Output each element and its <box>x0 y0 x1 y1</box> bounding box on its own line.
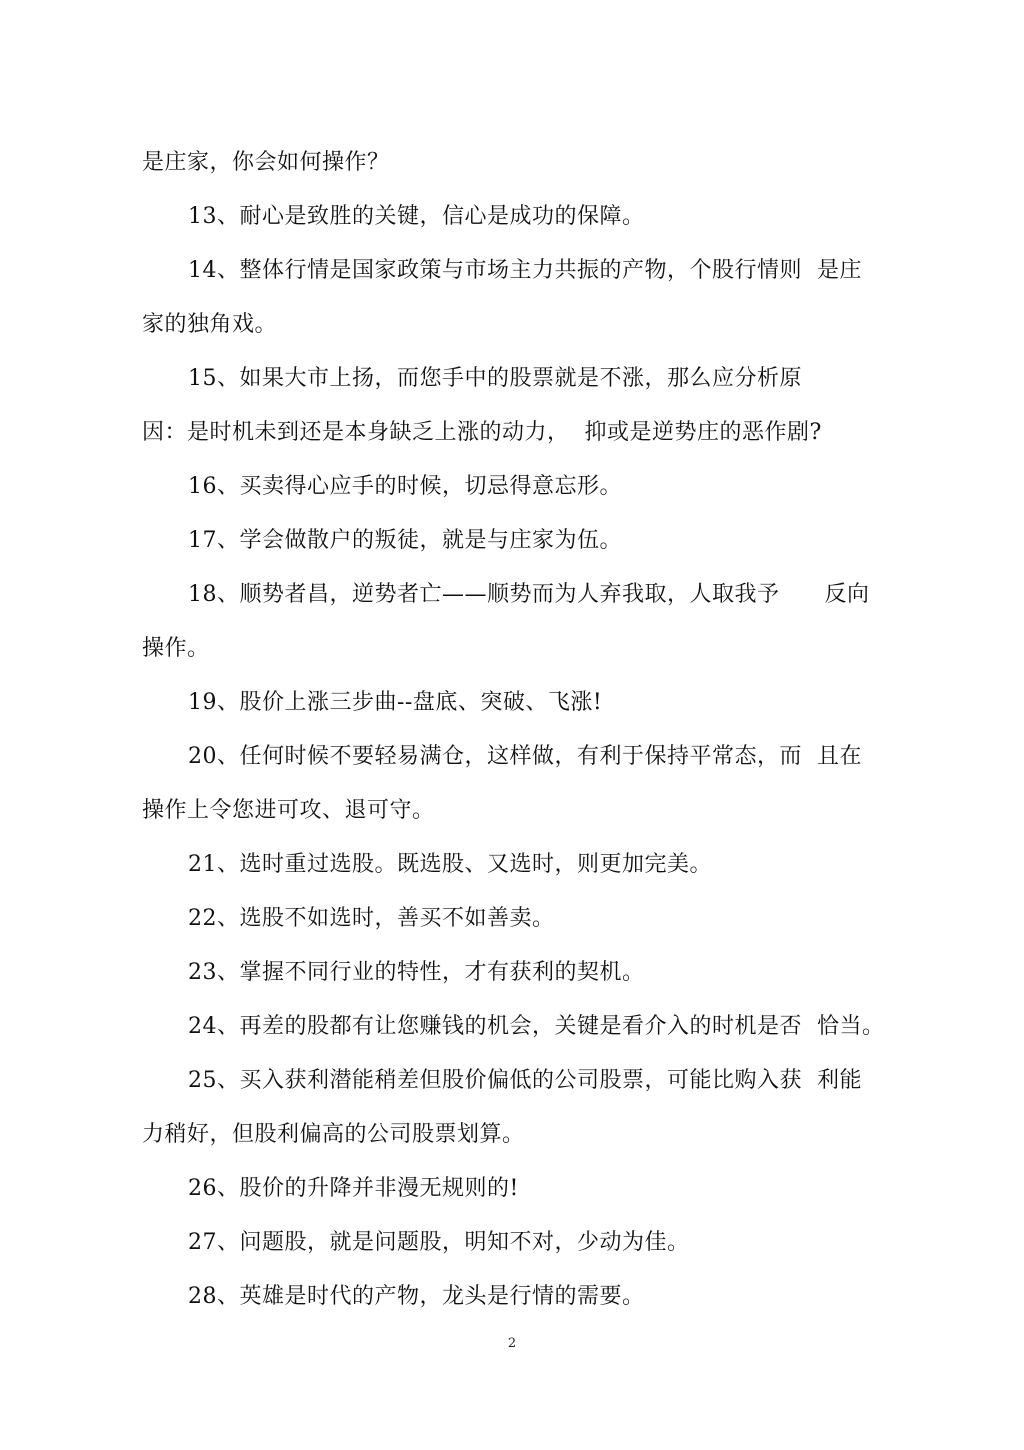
text-line: 16、买卖得心应手的时候，切忌得意忘形。 <box>188 474 622 499</box>
text-line: 27、问题股，就是问题股，明知不对，少动为佳。 <box>188 1230 690 1255</box>
page-number: 2 <box>507 1336 517 1351</box>
text-line: 是庄家，你会如何操作？ <box>142 150 390 175</box>
text-line: 18、顺势者昌，逆势者亡——顺势而为人弃我取，人取我予 反向 <box>188 582 870 607</box>
text-line: 力稍好，但股利偏高的公司股票划算。 <box>142 1122 525 1147</box>
text-line: 22、选股不如选时，善买不如善卖。 <box>188 906 555 931</box>
text-line: 家的独角戏。 <box>142 312 278 337</box>
text-line: 20、任何时候不要轻易满仓，这样做，有利于保持平常态，而 且在 <box>188 744 862 769</box>
text-line: 26、股价的升降并非漫无规则的! <box>188 1176 519 1201</box>
text-line: 19、股价上涨三步曲--盘底、突破、飞涨! <box>188 690 603 715</box>
text-line: 14、整体行情是国家政策与市场主力共振的产物，个股行情则 是庄 <box>188 258 862 283</box>
text-line: 21、选时重过选股。既选股、又选时，则更加完美。 <box>188 852 712 877</box>
text-line: 23、掌握不同行业的特性，才有获利的契机。 <box>188 960 645 985</box>
text-line: 操作。 <box>142 636 210 661</box>
text-line: 15、如果大市上扬，而您手中的股票就是不涨，那么应分析原 <box>188 366 802 391</box>
text-line: 25、买入获利潜能稍差但股价偏低的公司股票，可能比购入获 利能 <box>188 1068 862 1093</box>
text-line: 13、耐心是致胜的关键，信心是成功的保障。 <box>188 204 645 229</box>
text-line: 17、学会做散户的叛徒，就是与庄家为伍。 <box>188 528 622 553</box>
text-line: 28、英雄是时代的产物，龙头是行情的需要。 <box>188 1284 645 1309</box>
text-line: 24、再差的股都有让您赚钱的机会，关键是看介入的时机是否 恰当。 <box>188 1014 885 1039</box>
text-line: 操作上令您进可攻、退可守。 <box>142 798 435 823</box>
text-line: 因：是时机未到还是本身缺乏上涨的动力， 抑或是逆势庄的恶作剧? <box>142 420 822 445</box>
